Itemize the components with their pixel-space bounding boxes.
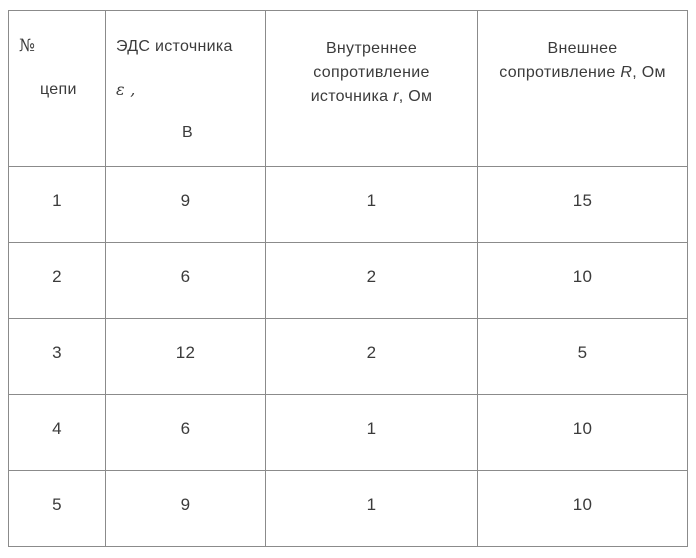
table-cell: 4	[9, 395, 106, 471]
header-external-line2-post: , Ом	[632, 64, 666, 81]
header-emf	[106, 11, 266, 167]
header-internal-line3-post: , Ом	[398, 88, 433, 105]
header-external-line1: Внешнее	[547, 40, 618, 57]
header-circuit-word: цепи	[40, 81, 77, 98]
table-cell: 12	[106, 319, 266, 395]
table-row	[9, 395, 688, 471]
table-cell: 15	[478, 167, 688, 243]
table-cell: 2	[266, 243, 478, 319]
table-cell: 10	[478, 471, 688, 547]
table-cell: 3	[9, 319, 106, 395]
table-cell: 9	[106, 167, 266, 243]
epsilon-symbol: ε ,	[116, 80, 136, 99]
variable-r: r	[393, 88, 399, 105]
header-internal-line3	[272, 85, 471, 109]
header-row	[9, 11, 688, 167]
table-cell: 6	[106, 243, 266, 319]
table-row	[9, 471, 688, 547]
header-emf-unit: В	[182, 124, 193, 141]
table-cell: 6	[106, 395, 266, 471]
table-cell: 9	[106, 471, 266, 547]
table-cell: 1	[9, 167, 106, 243]
numero-sign: №	[19, 36, 36, 56]
table-row	[9, 243, 688, 319]
table-row	[9, 167, 688, 243]
header-external-line2	[484, 61, 681, 85]
header-external-line2-pre: сопротивление	[499, 64, 621, 81]
header-external-resistance	[478, 11, 688, 167]
table-cell: 5	[478, 319, 688, 395]
table-body	[9, 167, 688, 547]
header-internal-line3-pre: источника	[310, 88, 394, 105]
table-cell: 1	[266, 167, 478, 243]
table-cell: 5	[9, 471, 106, 547]
table-row	[9, 319, 688, 395]
header-internal-line1: Внутреннее	[325, 40, 418, 57]
table-cell: 1	[266, 471, 478, 547]
circuits-table	[8, 10, 688, 547]
header-internal-line2: сопротивление	[313, 64, 430, 81]
header-circuit-number	[9, 11, 106, 167]
table-header	[9, 11, 688, 167]
header-emf-label: ЭДС источника	[116, 38, 233, 55]
variable-R: R	[620, 64, 633, 81]
table-cell: 2	[9, 243, 106, 319]
table-cell: 1	[266, 395, 478, 471]
table-cell: 10	[478, 243, 688, 319]
table-cell: 2	[266, 319, 478, 395]
table-cell: 10	[478, 395, 688, 471]
header-internal-resistance	[266, 11, 478, 167]
